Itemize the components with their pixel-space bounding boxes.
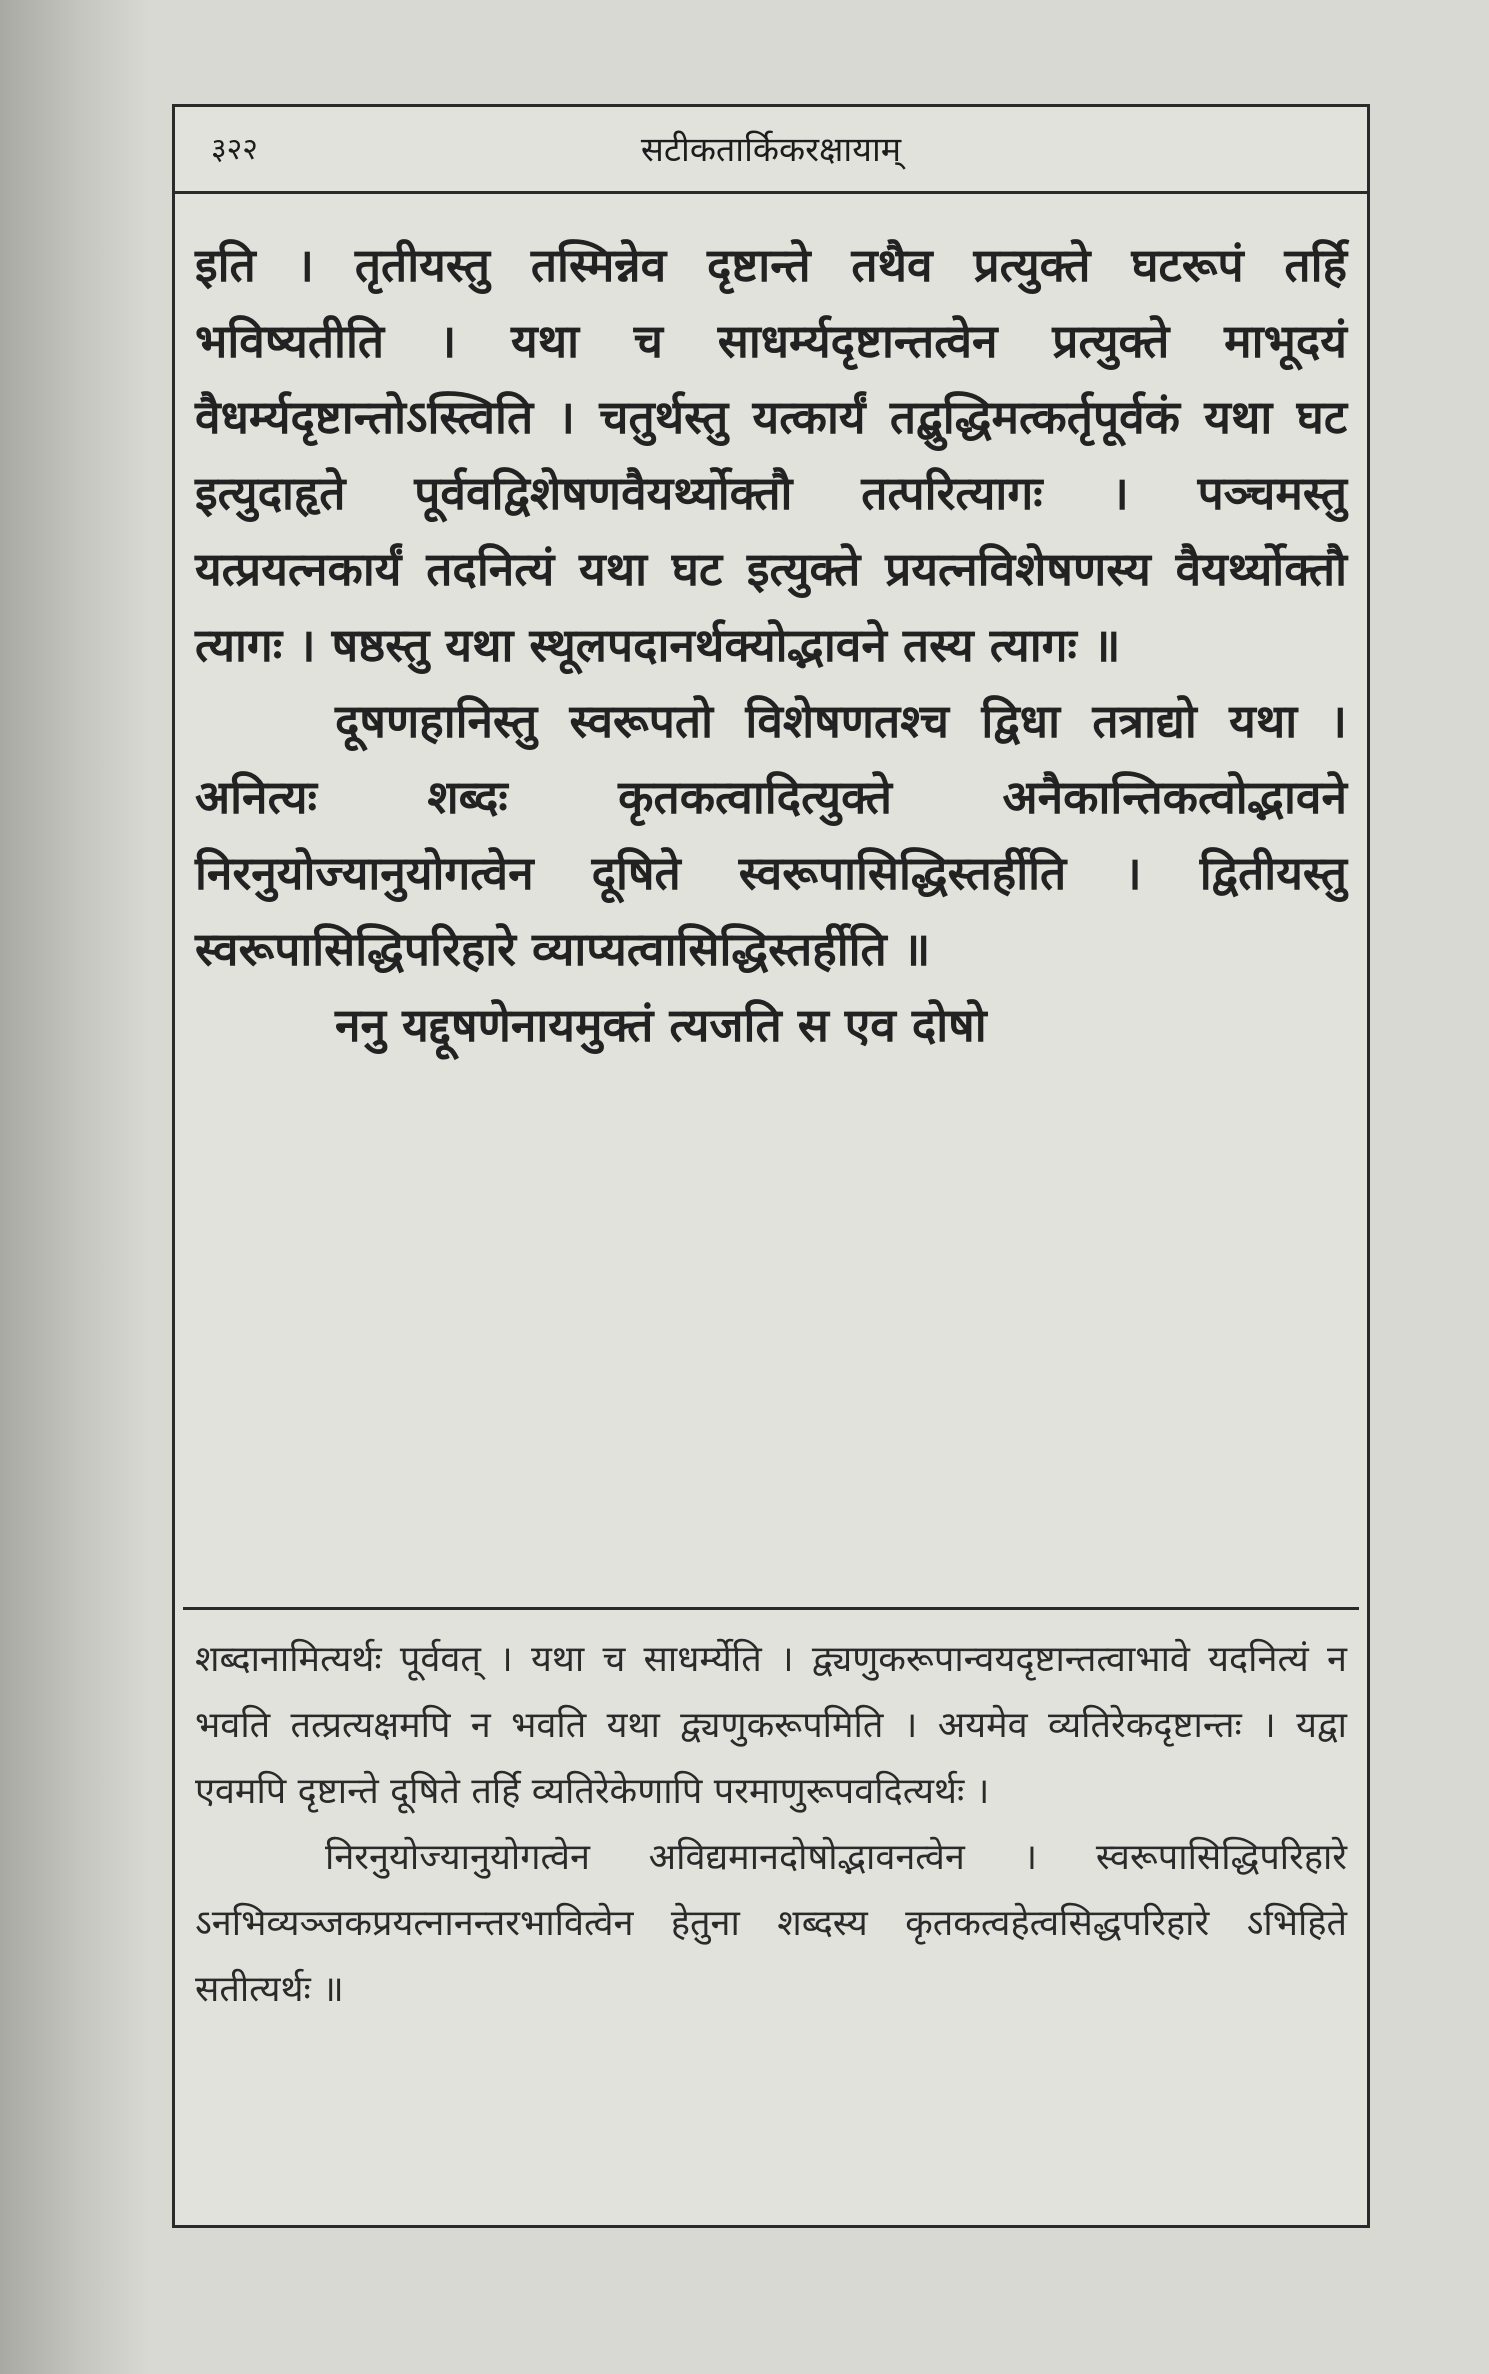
- main-text: [195, 227, 1347, 1577]
- page-frame: [172, 104, 1370, 2228]
- running-head: [175, 107, 1367, 194]
- main-paragraph-2: दूषणहानिस्तु स्वरूपतो विशेषणतश्च द्विधा तत्राद्यो यथा । अनित्यः शब्दः कृतकत्वादित्युक्ते अनैकान्तिकत्वोद्भावने निरनुयोज्यानुयोगत्वेन दूषिते स्वरूपासिद्धिस्तर्हीति । द्वितीयस्तु स्वरूपासिद्धिपरिहारे व्याप्यत्वासिद्धिस्तर्हीति ॥: [195, 694, 1347, 976]
- binding-shadow: [0, 0, 150, 2374]
- running-title: सटीकतार्किकरक्षायाम्: [640, 130, 902, 170]
- commentary-divider: [183, 1607, 1359, 1610]
- commentary-paragraph-1: शब्दानामित्यर्थः पूर्ववत् । यथा च साधर्म्येति । द्व्यणुकरूपान्वयदृष्टान्तत्वाभावे यदनित्यं न भवति तत्प्रत्यक्षमपि न भवति यथा द्व्यणुकरूपमिति । अयमेव व्यतिरेकदृष्टान्तः । यद्वा एवमपि दृष्टान्ते दूषिते तर्हि व्यतिरेकेणापि परमाणुरूपवदित्यर्थः ।: [195, 1639, 1347, 1812]
- page-number: ३२२: [211, 132, 258, 167]
- commentary: [195, 1627, 1347, 2207]
- main-paragraph-3: ननु यद्दूषणेनायमुक्तं त्यजति स एव दोषो: [335, 998, 987, 1052]
- main-paragraph-1: इति । तृतीयस्तु तस्मिन्नेव दृष्टान्ते तथैव प्रत्युक्ते घटरूपं तर्हि भविष्यतीति । यथा च साधर्म्यदृष्टान्तत्वेन प्रत्युक्ते माभूदयं वैधर्म्यदृष्टान्तोऽस्त्विति । चतुर्थस्तु यत्कार्यं तद्बुद्धिमत्कर्तृपूर्वकं यथा घट इत्युदाहृते पूर्ववद्विशेषणवैयर्थ्योक्तौ तत्परित्यागः । पञ्चमस्तु यत्प्रयत्नकार्यं तदनित्यं यथा घट इत्युक्ते प्रयत्नविशेषणस्य वैयर्थ्योक्तौ त्यागः । षष्ठस्तु यथा स्थूलपदानर्थक्योद्भावने तस्य त्यागः ॥: [195, 238, 1347, 672]
- commentary-paragraph-2: निरनुयोज्यानुयोगत्वेन अविद्यमानदोषोद्भावनत्वेन । स्वरूपासिद्धिपरिहारे ऽनभिव्यञ्जकप्रयत्नानन्तरभावित्वेन हेतुना शब्दस्य कृतकत्वहेत्वसिद्धपरिहारे ऽभिहिते सतीत्यर्थः ॥: [195, 1837, 1347, 2010]
